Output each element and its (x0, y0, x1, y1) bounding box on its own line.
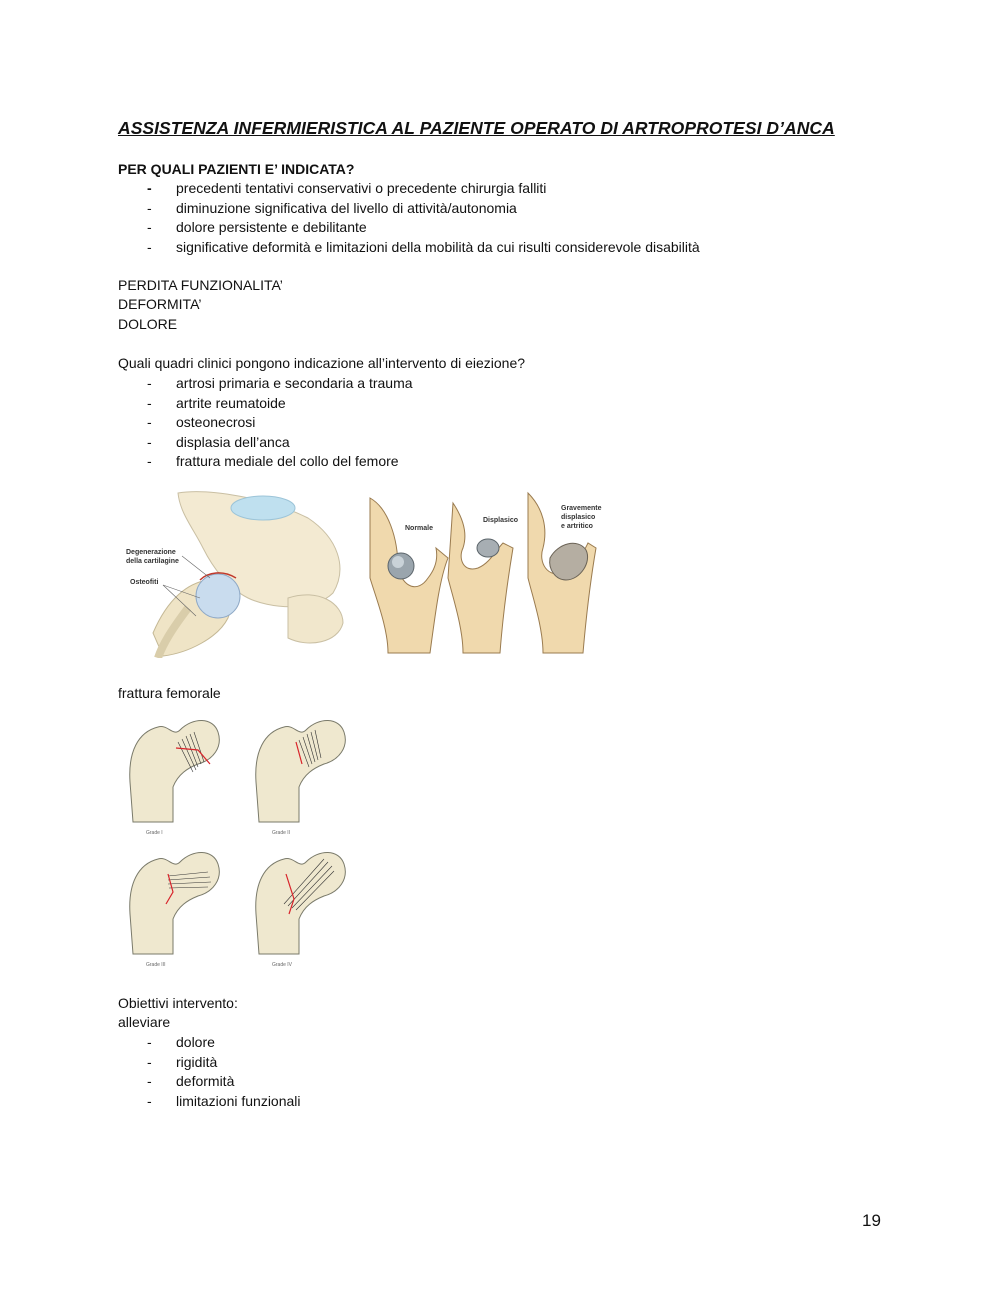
grade-label: Grade IV (272, 962, 293, 968)
list-item: - dolore persistente e debilitante (147, 219, 367, 235)
grade-label: Grade I (146, 830, 163, 836)
grade-4-femur (256, 852, 346, 968)
list-item: - displasia dell’anca (147, 433, 290, 450)
symptom-line: PERDITA FUNZIONALITA’ (118, 277, 283, 293)
list-item: - significative deformità e limitazioni della mobilità da cui risulti considerevole disabilità (147, 238, 700, 255)
page-title: ASSISTENZA INFERMIERISTICA AL PAZIENTE OPERATO DI ARTROPROTESI D’ANCA (118, 118, 835, 138)
label-severe-1: Gravemente (561, 505, 602, 512)
list-item: - artrosi primaria e secondaria a trauma (147, 375, 413, 391)
fracture-caption: frattura femorale (118, 685, 221, 701)
list-item: - frattura mediale del collo del femore (147, 453, 399, 469)
indications-heading: PER QUALI PAZIENTI E’ INDICATA? (118, 161, 355, 177)
clinical-question: Quali quadri clinici pongono indicazione all’intervento di eiezione? (118, 355, 526, 371)
label-severe-3: e artritico (561, 523, 593, 530)
list-item: - rigidità (147, 1053, 218, 1070)
list-item: - deformità (147, 1073, 235, 1089)
list-item: - diminuzione significativa del livello di attività/autonomia (147, 199, 517, 216)
label-dysplastic: Displasico (483, 517, 519, 524)
symptom-line: DEFORMITA’ (118, 296, 202, 312)
label-osteophytes: Osteofiti (130, 579, 159, 586)
clinical-list (147, 374, 413, 472)
label-severe-2: displasico (561, 514, 596, 521)
list-item: - limitazioni funzionali (147, 1092, 301, 1109)
list-item: - precedenti tentativi conservativi o precedente chirurgia falliti (147, 180, 547, 196)
grade-2-femur (256, 720, 346, 836)
list-item: - osteonecrosi (147, 414, 256, 430)
list-item: - artrite reumatoide (147, 394, 286, 411)
hip-anatomy-figure (118, 488, 608, 658)
grade-label: Grade II (272, 830, 291, 836)
hip-joint-illustration (126, 492, 343, 658)
list-item: - dolore (147, 1034, 215, 1050)
symptom-line: DOLORE (118, 316, 178, 332)
objectives-heading: Obiettivi intervento: (118, 995, 238, 1011)
objectives-list (147, 1033, 301, 1111)
grade-1-femur (130, 720, 220, 836)
grade-label: Grade III (146, 962, 166, 968)
fracture-grades-figure (118, 712, 346, 972)
label-normal: Normale (405, 525, 434, 532)
grade-3-femur (130, 852, 220, 968)
label-degeneration-2: della cartilagine (126, 558, 179, 565)
label-degeneration: Degenerazione (126, 549, 176, 556)
page-number: 19 (862, 1211, 881, 1230)
indications-list (147, 179, 700, 257)
hip-comparison-illustration (366, 488, 606, 658)
objectives-subheading: alleviare (118, 1014, 171, 1030)
